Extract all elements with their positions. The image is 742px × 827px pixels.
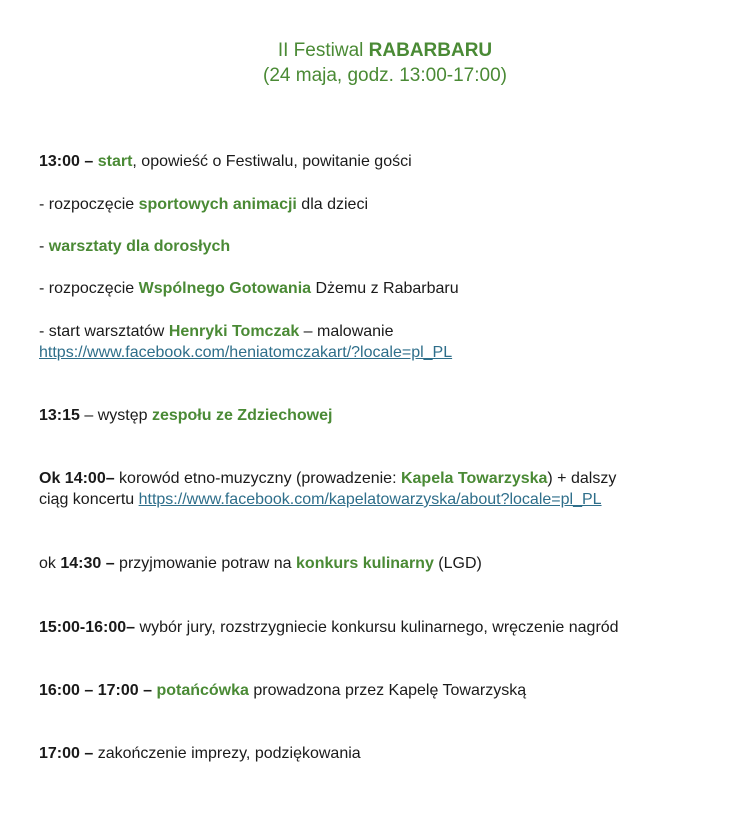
item-highlight: warsztaty dla dorosłych (48, 238, 231, 255)
item-text: – występ (79, 407, 152, 424)
title-prefix: II Festiwal (277, 40, 369, 61)
item-highlight: Henryki Tomczak (168, 323, 300, 340)
item-highlight: start (97, 153, 133, 170)
item-text: dla dzieci (296, 196, 369, 213)
item-text: – malowanie (299, 323, 394, 340)
item-highlight: sportowych animacji (138, 196, 297, 213)
item-text: - start warsztatów (39, 323, 169, 340)
item-highlight: potańcówka (156, 682, 249, 699)
schedule-item-1300 (39, 151, 412, 172)
item-text: - rozpoczęcie (39, 280, 139, 297)
item-time: 13:15 (39, 407, 80, 424)
title-highlight: RABARBARU (368, 40, 493, 61)
item-text: wybór jury, rozstrzygniecie konkursu kulinarnego, wręczenie nagród (135, 619, 619, 636)
item-highlight: Kapela Towarzyska (400, 470, 548, 487)
page-title (0, 40, 742, 62)
schedule-item-1400 (39, 468, 616, 489)
item-highlight: zespołu ze Zdziechowej (151, 407, 333, 424)
item-text: przyjmowanie potraw na (114, 555, 297, 572)
schedule-item-sport (39, 194, 368, 215)
schedule-item-1500 (39, 617, 619, 638)
item-text: ok (39, 555, 61, 572)
item-text: ) + dalszy (547, 470, 617, 487)
item-text: korowód etno-muzyczny (prowadzenie: (114, 470, 401, 487)
item-text: - rozpoczęcie (39, 196, 139, 213)
item-text: , opowieść o Festiwalu, powitanie gości (132, 153, 412, 170)
schedule-item-cooking (39, 278, 459, 299)
painting-link-line (39, 342, 452, 363)
item-highlight: konkurs kulinarny (296, 555, 434, 572)
item-text: ciąg koncertu (39, 491, 139, 508)
item-time: Ok 14:00– (39, 470, 115, 487)
item-time: 17:00 – (39, 745, 94, 762)
item-text: - (39, 238, 49, 255)
schedule-item-1430 (39, 553, 482, 574)
item-text: prowadzona przez Kapelę Towarzyską (248, 682, 527, 699)
item-time: 16:00 – 17:00 – (39, 682, 152, 699)
item-text: zakończenie imprezy, podziękowania (93, 745, 361, 762)
item-time: 13:00 – (39, 153, 94, 170)
facebook-link-kapela[interactable]: https://www.facebook.com/kapelatowarzyska/about?locale=pl_PL (138, 491, 602, 508)
item-text: (LGD) (433, 555, 482, 572)
facebook-link-tomczak[interactable]: https://www.facebook.com/heniatomczakart/?locale=pl_PL (39, 344, 453, 361)
item-time: 14:30 – (60, 555, 115, 572)
schedule-item-1700 (39, 743, 361, 764)
page-subtitle: (24 maja, godz. 13:00-17:00) (263, 65, 507, 86)
item-highlight: Wspólnego Gotowania (138, 280, 312, 297)
schedule-item-1315 (39, 405, 332, 426)
item-time: 15:00-16:00– (39, 619, 136, 636)
schedule-item-1600 (39, 680, 526, 701)
item-text: Dżemu z Rabarbaru (311, 280, 459, 297)
schedule-item-painting (39, 321, 394, 342)
concert-link-line (39, 489, 602, 510)
schedule-item-workshops (39, 236, 230, 257)
